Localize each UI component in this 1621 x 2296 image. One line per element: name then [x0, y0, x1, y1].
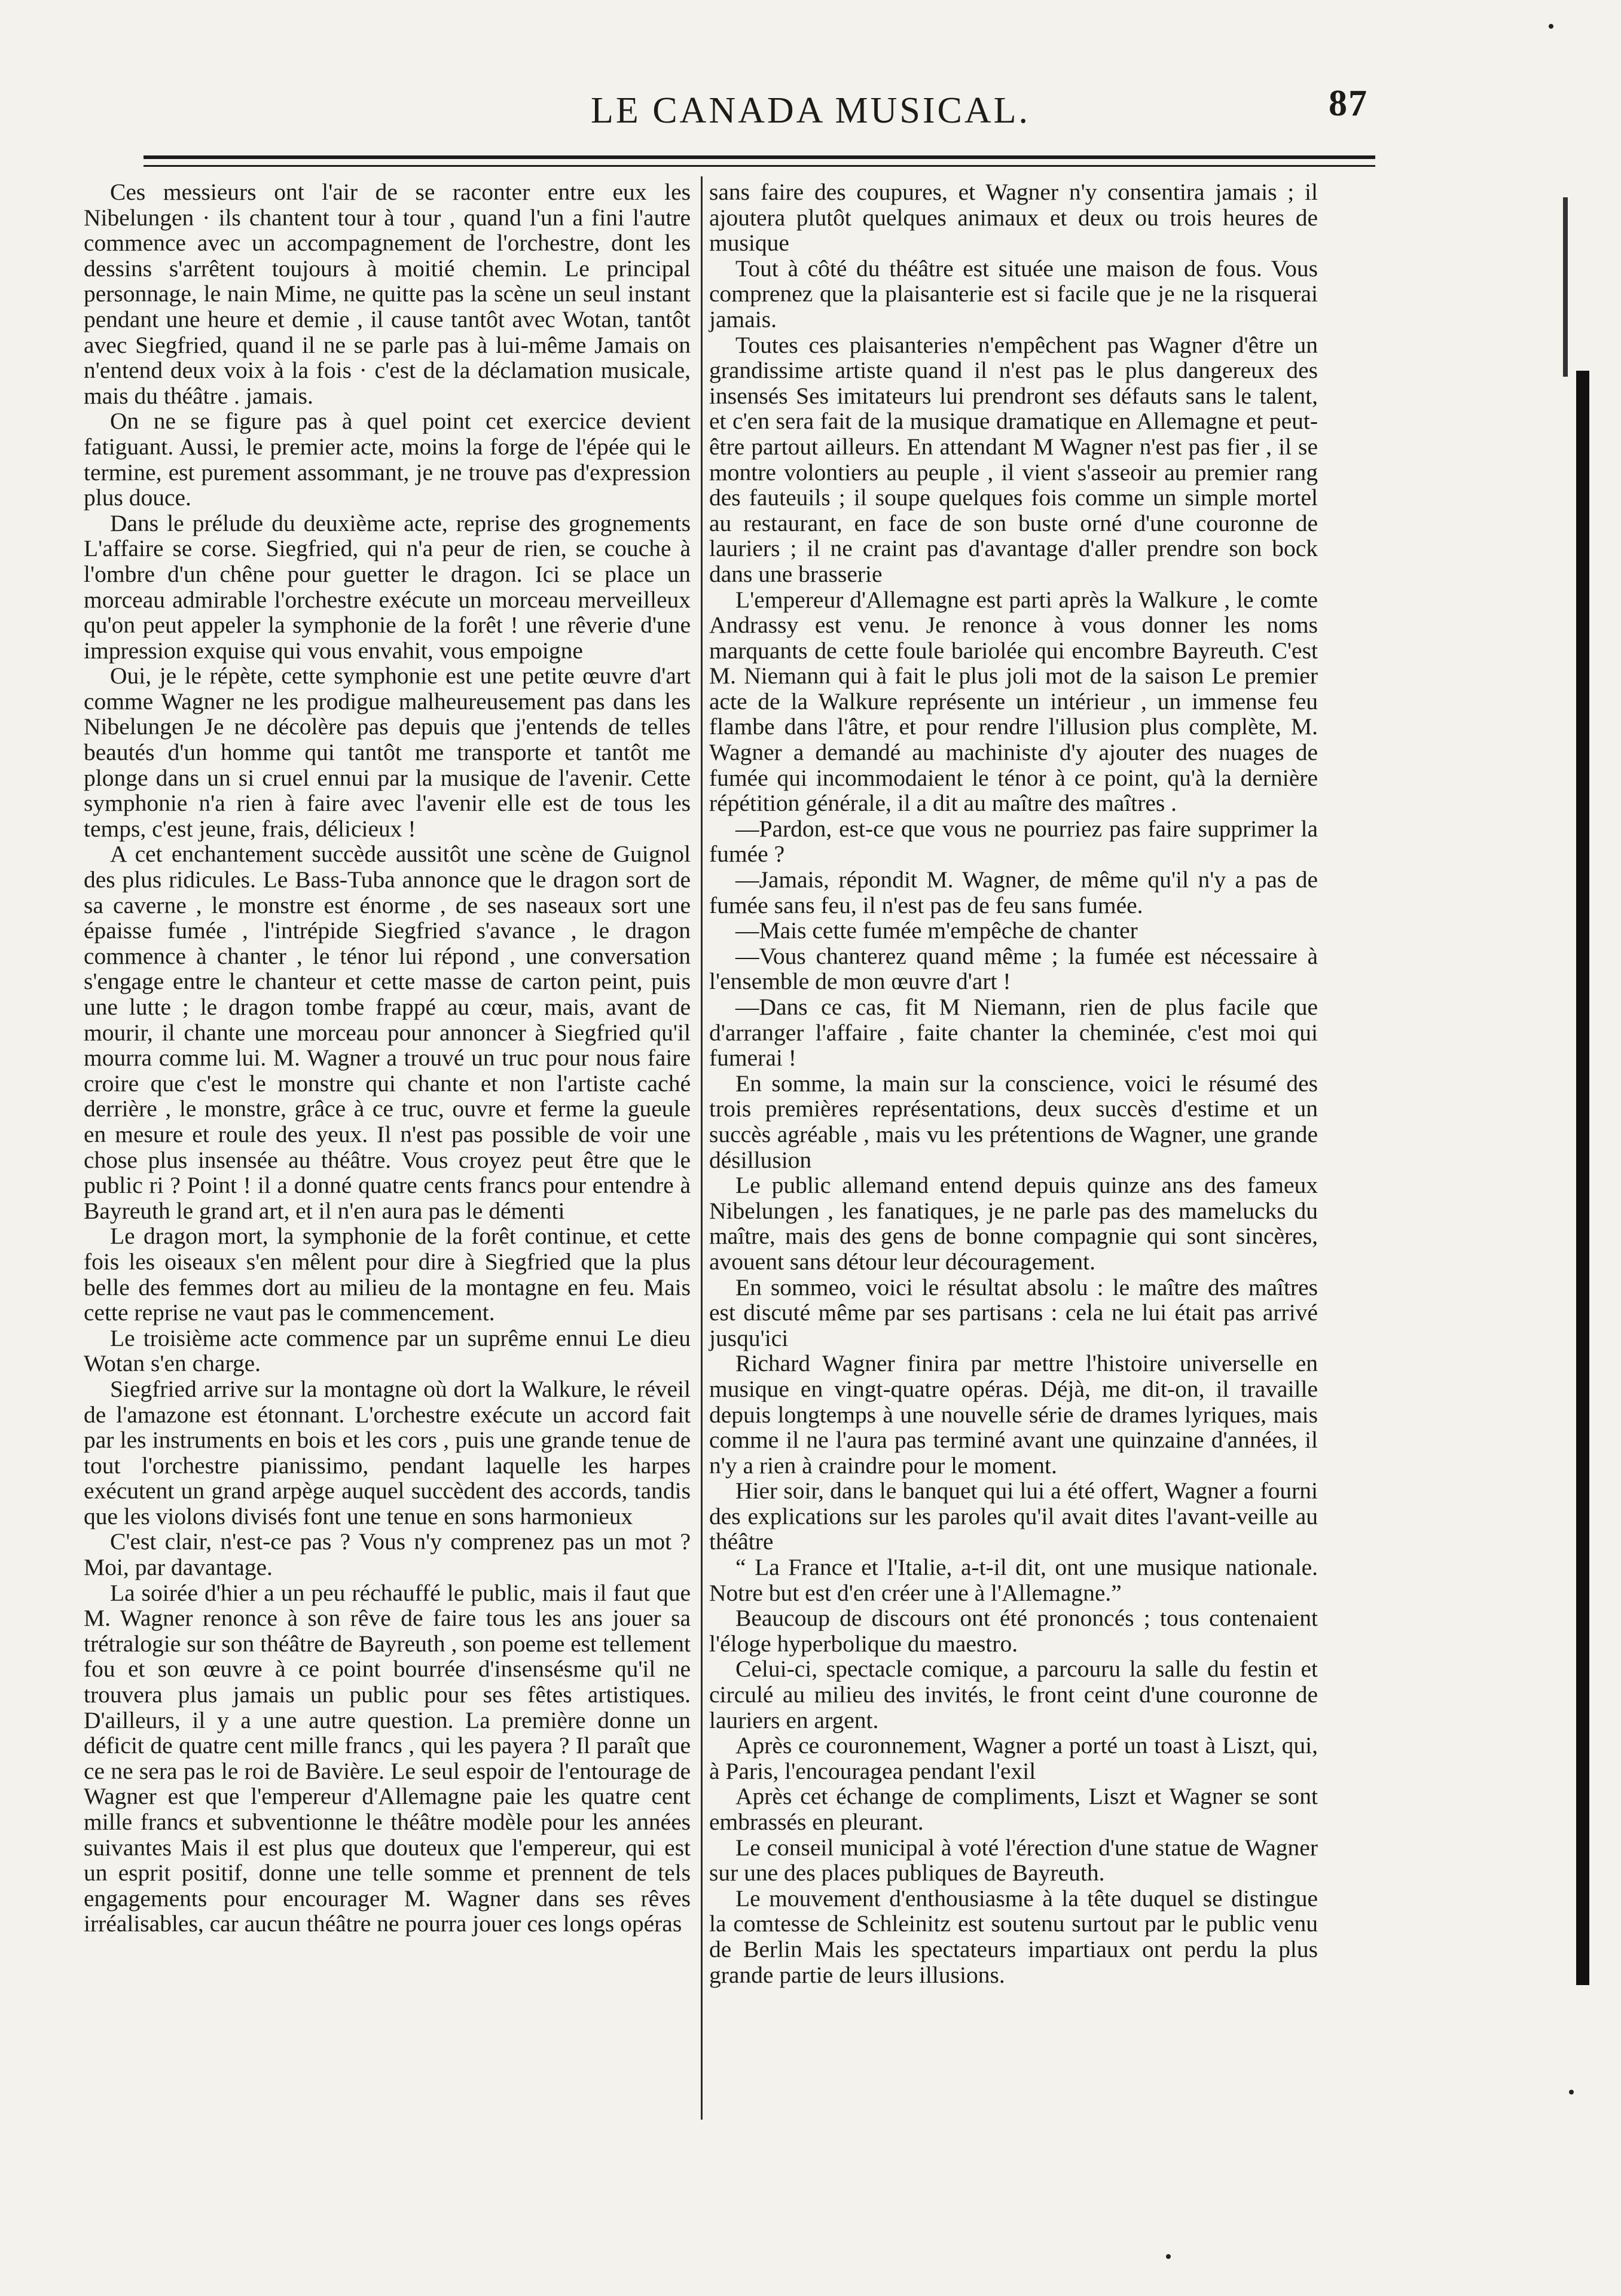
paragraph: —Mais cette fumée m'empêche de chanter [735, 917, 1138, 944]
paragraph: La soirée d'hier a un peu réchauffé le public, mais il faut que M. Wagner renonce à son rêve de faire tous les ans jouer sa trétralogie sur son théâtre de Bayreuth , son poeme est tellement fou et son œuvre à ce point bourrée d'insensésme qu'il ne trouvera plus jamais un public pour ses fêtes artistiques. D'ailleurs, il y a une autre question. La première donne un déficit de quatre cent mille francs , qui les payera ? Il paraît que ce ne sera pas le roi de Bavière. Le seul espoir de l'entourage de Wagner est que l'empereur d'Allemagne paie les quatre cent mille francs et subventionne le théâtre modèle pour les années suivantes Mais il est plus que douteux que l'empereur, qui est un esprit positif, donne une telle somme et prennent de tels engagements pour encourager M. Wagner dans ses rêves irréalisables, car aucun théâtre ne pourra jouer ces longs opéras [84, 1579, 691, 1937]
paragraph: Siegfried arrive sur la montagne où dort la Walkure, le réveil de l'amazone est étonnant. L'orchestre exécute un accord fait par les instruments en bois et les cors , puis une grande tenue de tout l'orchestre pianissimo, pendant laquelle les harpes exécutent un grand arpège auquel succèdent des accords, tandis que les violons divisés font une tenue en sons harmonieux [84, 1375, 691, 1529]
paragraph: —Vous chanterez quand même ; la fumée est nécessaire à l'ensemble de mon œuvre d'art ! [709, 942, 1318, 995]
paragraph: —Pardon, est-ce que vous ne pourriez pas faire supprimer la fumée ? [709, 815, 1318, 868]
scan-speck [1549, 24, 1553, 29]
paragraph: Après cet échange de compliments, Liszt et Wagner se sont embrassés en pleurant. [709, 1783, 1318, 1835]
paragraph: Hier soir, dans le banquet qui lui a été offert, Wagner a fourni des explications sur les paroles qu'il avait dites l'avant-veille au théâtre [709, 1477, 1318, 1555]
paragraph: Richard Wagner finira par mettre l'histoire universelle en musique en vingt-quatre opéras. Déjà, me dit-on, il travaille depuis longtemps à une nouvelle série de drames lyriques, mais comme il ne l'aura pas terminé avant une quinzaine d'années, il n'y a rien à craindre pour le moment. [709, 1350, 1318, 1479]
paragraph: Toutes ces plaisanteries n'empêchent pas Wagner d'être un grandissime artiste quand il n'est pas le plus dangereux des insensés Ses imitateurs lui prendront ses défauts sans le talent, et c'en sera fait de la musique dramatique en Allemagne et peut-être partout ailleurs. En attendant M Wagner n'est pas fier , il se montre volontiers au peuple , il vient s'asseoir au premier rang des fauteuils ; il soupe quelques fois comme un simple mortel au restaurant, en face de son buste orné d'une couronne de lauriers ; il ne craint pas d'avantage d'aller prendre son bock dans une brasserie [709, 331, 1318, 587]
scan-speck [1166, 2254, 1171, 2259]
paragraph: Ces messieurs ont l'air de se raconter entre eux les Nibelungen · ils chantent tour à tour , quand l'un a fini l'autre commence avec un accompagnement de l'orchestre, dont les dessins s'arrêtent toujours à moitié chemin. Le principal personnage, le nain Mime, ne quitte pas la scène un seul instant pendant une heure et demie , il cause tantôt avec Wotan, tantôt avec Siegfried, quand il ne se parle pas à lui-même Jamais on n'entend deux voix à la fois · c'est de la déclamation musicale, mais du théâtre . jamais. [84, 179, 691, 409]
paragraph: Oui, je le répète, cette symphonie est une petite œuvre d'art comme Wagner ne les prodigue malheureusement pas dans les Nibelungen Je ne décolère pas depuis que j'entends de telles beautés d'un homme qui tantôt me transporte et tantôt me plonge dans un si cruel ennui par la musique de l'avenir. Cette symphonie n'a rien à faire avec l'avenir elle est de tous les temps, c'est jeune, frais, délicieux ! [84, 662, 691, 842]
paragraph: L'empereur d'Allemagne est parti après la Walkure , le comte Andrassy est venu. Je renonce à vous donner les noms marquants de cette foule bariolée qui encombre Bayreuth. C'est M. Niemann qui à fait le plus joli mot de la saison Le premier acte de la Walkure représente un intérieur , un immense feu flambe dans l'âtre, et pour rendre l'illusion plus complète, M. Wagner a demandé au machiniste d'y ajouter des nuages de fumée qui incommodaient le ténor à ce point, qu'à la dernière répétition générale, il a dit au maître des maîtres . [709, 586, 1318, 817]
paragraph: A cet enchantement succède aussitôt une scène de Guignol des plus ridicules. Le Bass-Tuba annonce que le dragon sort de sa caverne , le monstre est énorme , de ses naseaux sort une épaisse fumée , l'intrépide Siegfried s'avance , le dragon commence à chanter , le ténor lui répond , une conversation s'engage entre le chanteur et cette masse de carton peint, puis une lutte ; le dragon tombe frappé au cœur, mais, avant de mourir, il chante une morceau pour annoncer à Siegfried qu'il mourra comme lui. M. Wagner a trouvé un truc pour nous faire croire que c'est le monstre qui chante et non l'artiste caché derrière , le monstre, grâce à ce truc, ouvre et ferme la gueule en mesure et roule des yeux. Il n'est pas possible de voir une chose plus insensée au théâtre. Vous croyez peut être que le public ri ? Point ! il a donné quatre cents francs pour entendre à Bayreuth le grand art, et il n'en aura pas le démenti [84, 841, 691, 1224]
scan-edge-artifact [1576, 371, 1589, 1985]
paragraph: Le conseil municipal à voté l'érection d'une statue de Wagner sur une des places publiques de Bayreuth. [709, 1834, 1318, 1886]
paragraph: On ne se figure pas à quel point cet exercice devient fatiguant. Aussi, le premier acte, moins la forge de l'épée qui le termine, est purement assommant, je ne trouve pas d'expression plus douce. [84, 408, 691, 511]
paragraph: sans faire des coupures, et Wagner n'y consentira jamais ; il ajoutera plutôt quelques animaux et deux ou trois heures de musique [709, 179, 1318, 257]
paragraph: Le troisième acte commence par un suprême ennui Le dieu Wotan s'en charge. [84, 1324, 691, 1377]
paragraph: Tout à côté du théâtre est située une maison de fous. Vous comprenez que la plaisanterie est si facile que je ne la risquerai jamais. [709, 255, 1318, 332]
paragraph: Beaucoup de discours ont été prononcés ; tous contenaient l'éloge hyperbolique du maestro. [709, 1605, 1318, 1657]
paragraph: Le public allemand entend depuis quinze ans des fameux Nibelungen , les fanatiques, je ne parle pas des mamelucks du maître, mais des gens de bonne compagnie qui sont sincères, avouent sans détour leur découragement. [709, 1172, 1318, 1275]
paragraph: C'est clair, n'est-ce pas ? Vous n'y comprenez pas un mot ? Moi, par davantage. [84, 1528, 691, 1581]
paragraph: Dans le prélude du deuxième acte, reprise des grognements L'affaire se corse. Siegfried, qui n'a peur de rien, se couche à l'ombre d'un chêne pour guetter le dragon. Ici se place un morceau admirable l'orchestre exécute un morceau merveilleux qu'on peut appeler la symphonie de la forêt ! une rêverie d'une impression exquise qui vous envahit, vous empoigne [84, 509, 691, 664]
scan-edge-artifact [1563, 197, 1568, 377]
paragraph: Après ce couronnement, Wagner a porté un toast à Liszt, qui, à Paris, l'encouragea pendant l'exil [709, 1732, 1318, 1784]
page-number: 87 [1329, 83, 1368, 124]
right-column [709, 179, 1318, 1987]
column-divider [701, 176, 703, 2120]
header-rule-thin [144, 165, 1375, 167]
paragraph: En somme, la main sur la conscience, voici le résumé des trois premières représentations, deux succès d'estime et un succès agréable , mais vu les prétentions de Wagner, une grande désillusion [709, 1070, 1318, 1173]
left-column [84, 179, 691, 1937]
paragraph: —Dans ce cas, fit M Niemann, rien de plus facile que d'arranger l'affaire , faite chanter la cheminée, c'est moi qui fumerai ! [709, 994, 1318, 1071]
scan-speck [1569, 2090, 1574, 2095]
paragraph: —Jamais, répondit M. Wagner, de même qu'il n'y a pas de fumée sans feu, il n'est pas de feu sans fumée. [709, 866, 1318, 918]
paragraph: En sommeo, voici le résultat absolu : le maître des maîtres est discuté même par ses partisans : cela ne lui était pas arrivé jusqu'ici [709, 1274, 1318, 1351]
header-rule [144, 155, 1375, 159]
paragraph: “ La France et l'Italie, a-t-il dit, ont une musique nationale. Notre but est d'en créer une à l'Allemagne.” [709, 1554, 1318, 1606]
page-header-title: LE CANADA MUSICAL. [590, 90, 1031, 131]
paragraph: Celui-ci, spectacle comique, a parcouru la salle du festin et circulé au milieu des invités, le front ceint d'une couronne de lauriers en argent. [709, 1656, 1318, 1733]
paragraph: Le dragon mort, la symphonie de la forêt continue, et cette fois les oiseaux s'en mêlent pour dire à Siegfried que la plus belle des femmes dort au milieu de la montagne en feu. Mais cette reprise ne vaut pas le commencement. [84, 1223, 691, 1326]
paragraph: Le mouvement d'enthousiasme à la tête duquel se distingue la comtesse de Schleinitz est soutenu surtout par le public venu de Berlin Mais les spectateurs impartiaux ont perdu la plus grande partie de leurs illusions. [709, 1885, 1318, 1988]
